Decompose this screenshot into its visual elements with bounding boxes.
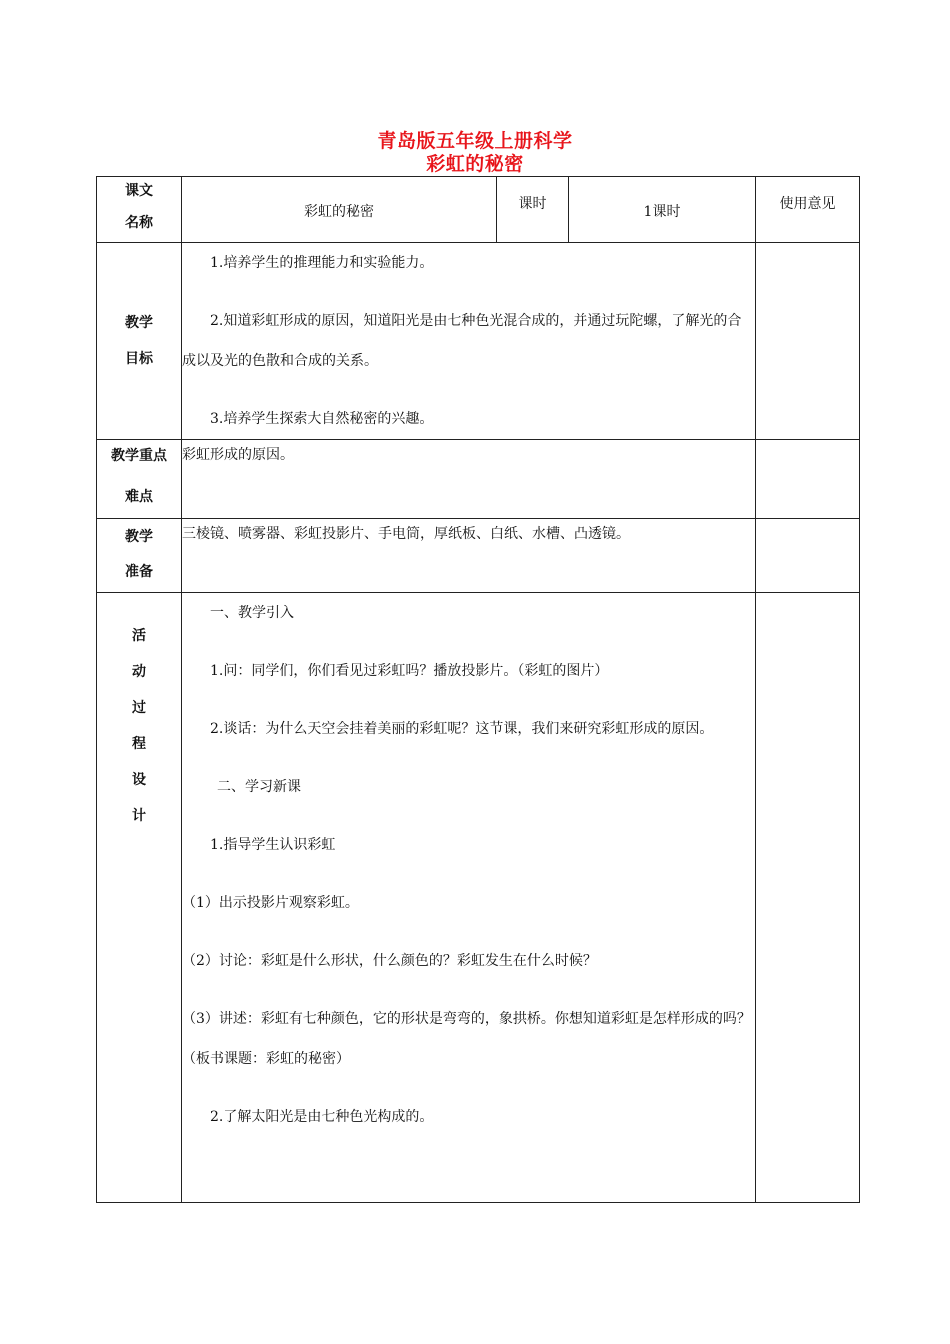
goals-label-line1: 教学: [125, 315, 153, 331]
activity-label-char-2: 动: [132, 664, 146, 680]
row-prep: [97, 519, 860, 593]
prep-label-cell: [97, 519, 182, 593]
course-label-line2: 名称: [125, 215, 153, 231]
lesson-plan-table: [96, 176, 860, 1203]
activity-para-3: 2.谈话：为什么天空会挂着美丽的彩虹呢？这节课，我们来研究彩虹形成的原因。: [210, 721, 714, 737]
activity-para-9: 2.了解太阳光是由七种色光构成的。: [210, 1109, 434, 1125]
activity-para-1: 一、教学引入: [210, 605, 294, 621]
focus-label-cell: [97, 440, 182, 519]
prep-label-line1: 教学: [125, 529, 153, 545]
course-label-line1: 课文: [125, 183, 153, 199]
prep-label-line2: 准备: [125, 564, 153, 580]
goals-content-cell: [182, 243, 756, 440]
period-value: 1课时: [643, 204, 681, 220]
activity-para-6: （1）出示投影片观察彩虹。: [182, 895, 359, 911]
focus-label-line1: 教学重点: [111, 448, 167, 464]
goals-label-line2: 目标: [125, 351, 153, 367]
focus-label-line2: 难点: [125, 489, 153, 505]
prep-text: 三棱镜、喷雾器、彩虹投影片、手电筒，厚纸板、白纸、水槽、凸透镜。: [182, 526, 630, 542]
activity-para-4: 二、学习新课: [217, 779, 301, 795]
goals-opinion-cell: [756, 243, 860, 440]
goal-item-1: 1.培养学生的推理能力和实验能力。: [210, 255, 434, 271]
goal-item-2: 2.知道彩虹形成的原因，知道阳光是由七种色光混合成的，并通过玩陀螺，了解光的合成以及光的色散和合成的关系。: [182, 313, 742, 369]
goal-item-3: 3.培养学生探索大自然秘密的兴趣。: [210, 411, 434, 427]
period-label-cell: [497, 177, 569, 243]
activity-label-char-3: 过: [132, 700, 146, 716]
focus-text: 彩虹形成的原因。: [182, 447, 294, 463]
row-focus: [97, 440, 860, 519]
course-name: 彩虹的秘密: [304, 204, 374, 220]
goals-label-cell: [97, 243, 182, 440]
prep-opinion-cell: [756, 519, 860, 593]
activity-opinion-cell: [756, 593, 860, 1203]
opinion-label-cell: [756, 177, 860, 243]
activity-para-8: （3）讲述：彩虹有七种颜色，它的形状是弯弯的，象拱桥。你想知道彩虹是怎样形成的吗？（板书课题：彩虹的秘密）: [182, 1011, 751, 1067]
course-label-cell: [97, 177, 182, 243]
period-label: 课时: [518, 196, 547, 212]
focus-opinion-cell: [756, 440, 860, 519]
activity-label-char-4: 程: [132, 736, 146, 752]
document-subtitle: 彩虹的秘密: [426, 153, 524, 175]
activity-label-char-1: 活: [132, 628, 146, 644]
activity-para-7: （2）讨论：彩虹是什么形状，什么颜色的？彩虹发生在什么时候？: [182, 953, 597, 969]
focus-content-cell: [182, 440, 756, 519]
activity-para-2: 1.问：同学们，你们看见过彩虹吗？播放投影片。（彩虹的图片）: [210, 663, 609, 679]
activity-label-char-5: 设: [132, 772, 146, 788]
activity-content-cell: [182, 593, 756, 1203]
course-name-cell: [182, 177, 497, 243]
row-activity: [97, 593, 860, 1203]
row-goals: [97, 243, 860, 440]
opinion-label: 使用意见: [779, 196, 836, 212]
document-title: 青岛版五年级上册科学: [377, 130, 573, 152]
activity-label-char-6: 计: [132, 808, 146, 824]
activity-para-5: 1.指导学生认识彩虹: [210, 837, 336, 853]
row-course: [97, 177, 860, 243]
period-value-cell: [569, 177, 756, 243]
activity-label-cell: [97, 593, 182, 1203]
prep-content-cell: [182, 519, 756, 593]
